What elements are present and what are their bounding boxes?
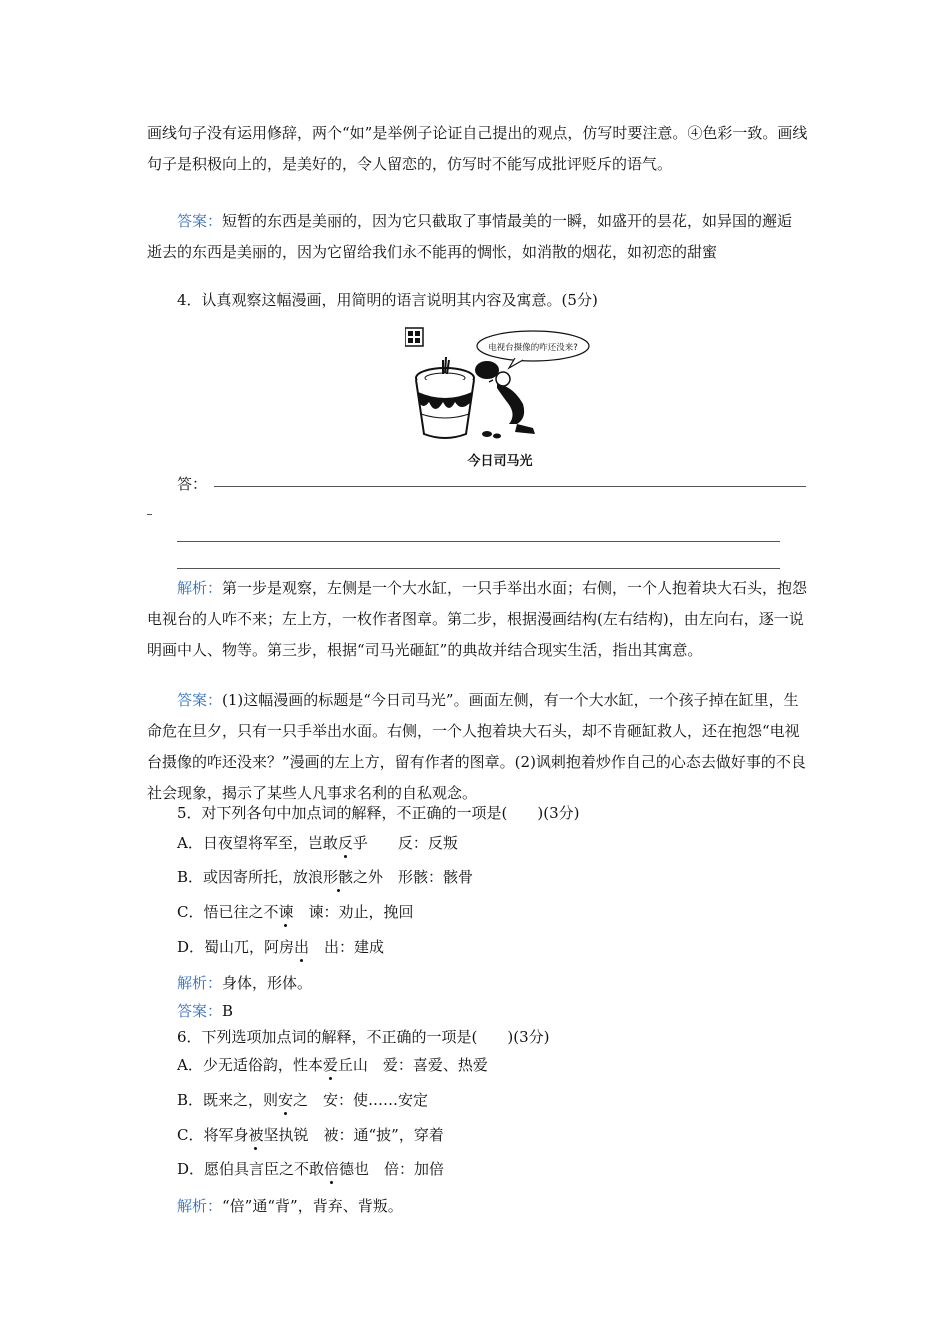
emphasized-word: 爱 — [322, 1056, 338, 1074]
analysis-text: 第一步是观察，左侧是一个大水缸，一只手举出水面；右侧，一个人抱着块大石头，抱怨电视台的人咋不来；左上方，一枚作者图章。第二步，根据漫画结构(左右结构)，由左向右，逐一说明画中人、物等。第三步，根据“司马光砸缸”的典故并结合现实生活，指出其寓意。 — [147, 579, 808, 659]
cartoon-caption: 今日司马光 — [467, 454, 533, 469]
q5-option-c: C．悟已往之不谏 谏：劝止，挽回 — [177, 903, 414, 921]
author-seal — [405, 328, 423, 346]
speech-bubble — [477, 331, 589, 368]
emphasized-word: 形骸 — [323, 868, 354, 886]
q5-option-a: A．日夜望将军至，岂敢反乎 反：反叛 — [177, 834, 458, 852]
q6-option-c: C．将军身被坚执锐 被：通“披”，穿着 — [177, 1126, 444, 1144]
q3-answer-paragraph — [147, 206, 809, 268]
emphasized-word: 被 — [248, 1126, 264, 1144]
answer-prompt-label: 答： — [177, 475, 208, 493]
q6-option-b: B．既来之，则安之 安：使……安定 — [177, 1091, 429, 1109]
speech-bubble-text: 电视台摄像的咋还没来? — [488, 343, 578, 353]
q6-option-d: D．愿伯具言臣之不敢倍德也 倍：加倍 — [177, 1160, 445, 1178]
answer-line-stub — [147, 514, 152, 515]
cartoon-image — [405, 324, 595, 444]
q6-analysis: 解析：“倍”通“背”，背弃、背叛。 — [177, 1197, 403, 1215]
emphasized-word: 谏 — [278, 903, 294, 921]
man-with-stone — [475, 361, 535, 439]
q5-analysis: 解析：身体，形体。 — [177, 974, 313, 992]
water-vat — [416, 357, 474, 438]
answer-line-3[interactable] — [177, 568, 780, 569]
q5-option-d: D．蜀山兀，阿房出 出：建成 — [177, 938, 385, 956]
q4-answer-paragraph — [147, 685, 809, 809]
answer-line-2[interactable] — [177, 541, 780, 542]
analysis-label: 解析： — [177, 579, 223, 597]
q4-analysis-paragraph — [147, 573, 809, 666]
answer-line-1[interactable] — [214, 486, 806, 487]
intro-paragraph: 画线句子没有运用修辞，两个“如”是举例子论证自己提出的观点，仿写时要注意。④色彩一致。画线句子是积极向上的，是美好的，令人留恋的，仿写时不能写成批评贬斥的语气。 — [147, 124, 808, 173]
cartoon-drawing — [405, 324, 595, 444]
emphasized-word: 反 — [337, 834, 353, 852]
q5-option-b: B．或因寄所托，放浪形骸之外 形骸：骸骨 — [177, 868, 474, 886]
answer-key-label: 答案： — [177, 691, 223, 709]
q5-question: 5．对下列各句中加点词的解释，不正确的一项是( )(3分) — [177, 804, 580, 822]
emphasized-word: 安 — [278, 1091, 294, 1109]
answer-text: 短暂的东西是美丽的，因为它只截取了事情最美的一瞬，如盛开的昙花，如异国的邂逅 逝去的东西是美丽的，因为它留给我们永不能再的惆怅，如消散的烟花，如初恋的甜蜜 — [147, 212, 808, 261]
emphasized-word: 倍 — [324, 1160, 340, 1178]
q5-answer: 答案：B — [177, 1002, 234, 1020]
q6-option-a: A．少无适俗韵，性本爱丘山 爱：喜爱、热爱 — [177, 1056, 488, 1074]
q4-question: 4．认真观察这幅漫画，用简明的语言说明其内容及寓意。(5分) — [177, 291, 598, 309]
answer-label: 答案： — [177, 212, 223, 230]
q6-question: 6．下列选项加点词的解释，不正确的一项是( )(3分) — [177, 1028, 550, 1046]
answer-key-text: (1)这幅漫画的标题是“今日司马光”。画面左侧，有一个大水缸，一个孩子掉在缸里，生命危在旦夕，只有一只手举出水面。右侧，一个人抱着块大石头，却不肯砸缸救人，还在抱怨“电视台摄像的咋还没来？”漫画的左上方，留有作者的图章。(2)讽刺抱着炒作自己的心态去做好事的不良社会现象，揭示了某些人凡事求名利的自私观念。 — [147, 691, 806, 802]
emphasized-word: 出 — [294, 938, 310, 956]
